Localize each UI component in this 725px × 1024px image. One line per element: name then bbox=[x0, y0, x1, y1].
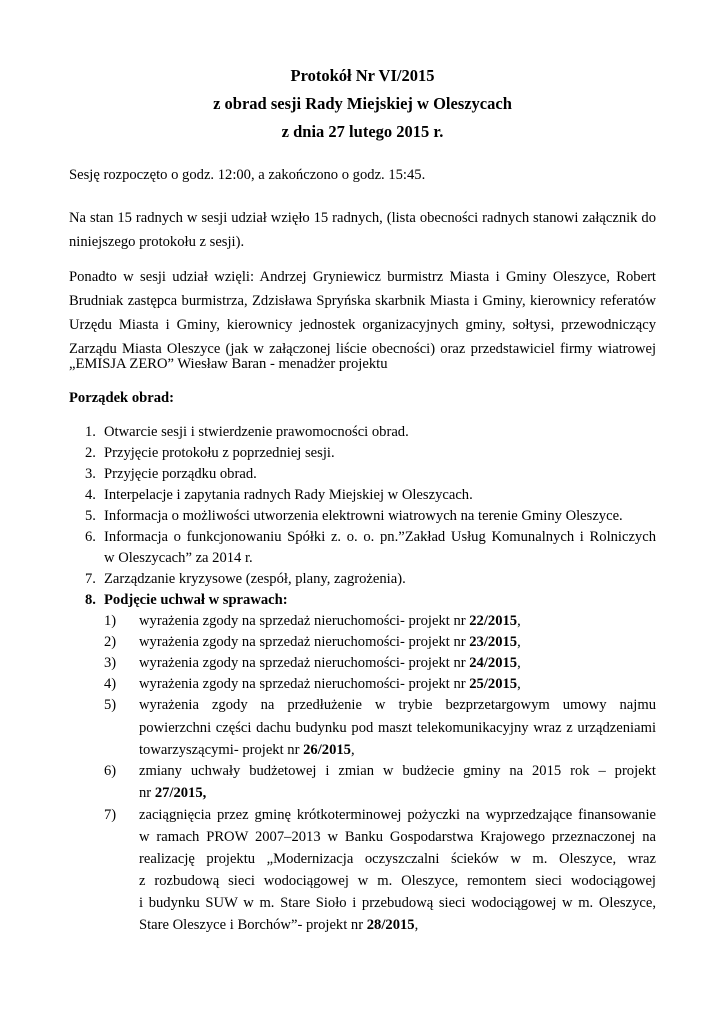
resolution-text-line: z rozbudową sieci wodociągowej w m. Oleszyce, remontem sieci wodociągowej bbox=[139, 873, 656, 889]
agenda-item-text: Interpelacje i zapytania radnych Rady Miejskiej w Oleszycach. bbox=[104, 487, 473, 503]
resolution-text-main: wyrażenia zgody na sprzedaż nieruchomości- projekt nr bbox=[139, 655, 470, 671]
agenda-item-text-continued: w Oleszycach” za 2014 r. bbox=[104, 550, 253, 566]
protocol-title: Protokół Nr VI/2015 bbox=[290, 66, 435, 85]
resolution-text-main: wyrażenia zgody na sprzedaż nieruchomości- projekt nr bbox=[139, 676, 470, 692]
agenda-item-text: Informacja o możliwości utworzenia elektrowni wiatrowych na terenie Gminy Oleszyce. bbox=[104, 508, 623, 524]
agenda-item-text: Zarządzanie kryzysowe (zespół, plany, zagrożenia). bbox=[104, 571, 406, 587]
resolution-number: 4) bbox=[104, 676, 117, 692]
project-number: 24/2015 bbox=[469, 655, 518, 671]
agenda-item-number: 5. bbox=[85, 508, 96, 524]
resolution-text-main: towarzyszącymi- projekt nr bbox=[139, 742, 304, 758]
resolution-text-line bbox=[139, 742, 355, 759]
resolution-text-line: zaciągnięcia przez gminę krótkoterminowej pożyczki na wyprzedzające finansowanie bbox=[139, 807, 656, 823]
resolution-number: 7) bbox=[104, 807, 117, 823]
resolution-text-main: nr bbox=[139, 785, 155, 801]
resolution-text-tail: , bbox=[414, 917, 419, 933]
resolution-text-tail: , bbox=[517, 676, 521, 692]
attendance-line-2: niniejszego protokołu z sesji). bbox=[69, 234, 245, 250]
guests-line-5: „EMISJA ZERO” Wiesław Baran - menadżer projektu bbox=[69, 356, 388, 372]
resolution-text-line: realizację projektu „Modernizacja oczyszczalni ścieków w m. Oleszyce, wraz bbox=[139, 851, 656, 867]
resolution-number: 5) bbox=[104, 697, 117, 713]
agenda-item-text: Informacja o funkcjonowaniu Spółki z. o. o. pn.”Zakład Usług Komunalnych i Rolniczych bbox=[104, 529, 656, 545]
resolution-number: 2) bbox=[104, 634, 117, 650]
agenda-heading: Porządek obrad: bbox=[69, 390, 174, 406]
resolution-text-tail: , bbox=[350, 742, 355, 758]
resolution-text-line bbox=[139, 785, 206, 802]
resolution-text-tail: , bbox=[517, 613, 521, 629]
resolution-text-tail: , bbox=[517, 634, 521, 650]
attendance-line-1: Na stan 15 radnych w sesji udział wzięło 15 radnych, (lista obecności radnych stanowi załącznik do bbox=[69, 210, 656, 226]
resolution-text-line: i budynku SUW w m. Stare Sioło i przebudową sieci wodociągowej w m. Oleszyce, bbox=[139, 895, 656, 911]
resolution-text-line: wyrażenia zgody na przedłużenie w trybie bezprzetargowym umowy najmu bbox=[139, 697, 656, 713]
agenda-item-number: 2. bbox=[85, 445, 96, 461]
resolution-text-tail: , bbox=[202, 785, 207, 801]
agenda-item-number: 8. bbox=[85, 592, 96, 608]
resolution-text-main: Stare Oleszyce i Borchów”- projekt nr bbox=[139, 917, 367, 933]
resolution-text-main: wyrażenia zgody na sprzedaż nieruchomości- projekt nr bbox=[139, 613, 470, 629]
project-number: 26/2015 bbox=[303, 742, 351, 758]
guests-line-3: Urzędu Miasta i Gminy, kierownicy jednostek organizacyjnych gminy, sołtysi, przewodniczący bbox=[69, 317, 656, 333]
project-number: 25/2015 bbox=[469, 676, 518, 692]
guests-line-1: Ponadto w sesji udział wzięli: Andrzej Gryniewicz burmistrz Miasta i Gminy Oleszyce, Robert bbox=[69, 269, 656, 285]
resolution-text-line bbox=[139, 917, 418, 934]
resolution-number: 3) bbox=[104, 655, 117, 671]
resolution-number: 1) bbox=[104, 613, 117, 629]
resolution-number: 6) bbox=[104, 763, 117, 779]
agenda-item-text: Otwarcie sesji i stwierdzenie prawomocności obrad. bbox=[104, 424, 409, 440]
session-times: Sesję rozpoczęto o godz. 12:00, a zakończono o godz. 15:45. bbox=[69, 167, 426, 183]
session-subtitle: z obrad sesji Rady Miejskiej w Oleszycach bbox=[213, 94, 512, 113]
guests-line-4: Zarządu Miasta Oleszyce (jak w załączonej liście obecności) oraz przedstawiciel firmy wiatrowej bbox=[69, 341, 656, 357]
project-number: 22/2015 bbox=[469, 613, 518, 629]
project-number: 23/2015 bbox=[469, 634, 518, 650]
agenda-item-text: Przyjęcie porządku obrad. bbox=[104, 466, 257, 482]
resolution-text bbox=[139, 676, 521, 693]
resolution-text-line: powierzchni części dachu budynku pod maszt telekomunikacyjny wraz z urządzeniami bbox=[139, 720, 656, 736]
agenda-item-number: 7. bbox=[85, 571, 96, 587]
resolution-text bbox=[139, 613, 521, 630]
agenda-item-text: Przyjęcie protokołu z poprzedniej sesji. bbox=[104, 445, 335, 461]
resolution-text-main: wyrażenia zgody na sprzedaż nieruchomości- projekt nr bbox=[139, 634, 470, 650]
resolution-text-tail: , bbox=[517, 655, 521, 671]
agenda-item-text: Podjęcie uchwał w sprawach: bbox=[104, 592, 288, 608]
agenda-item-number: 1. bbox=[85, 424, 96, 440]
project-number: 28/2015 bbox=[366, 917, 415, 933]
agenda-item-number: 3. bbox=[85, 466, 96, 482]
guests-line-2: Brudniak zastępca burmistrza, Zdzisława Spryńska skarbnik Miasta i Gminy, kierownicy referatów bbox=[69, 293, 656, 309]
session-date: z dnia 27 lutego 2015 r. bbox=[281, 122, 444, 141]
agenda-item-number: 6. bbox=[85, 529, 96, 545]
resolution-text-line: zmiany uchwały budżetowej i zmian w budżecie gminy na 2015 rok – projekt bbox=[139, 763, 656, 779]
resolution-text bbox=[139, 655, 521, 672]
project-number: 27/2015 bbox=[154, 785, 203, 801]
resolution-text bbox=[139, 634, 521, 651]
agenda-item-number: 4. bbox=[85, 487, 96, 503]
resolution-text-line: w ramach PROW 2007–2013 w Banku Gospodarstwa Krajowego przeznaczonej na bbox=[139, 829, 656, 845]
